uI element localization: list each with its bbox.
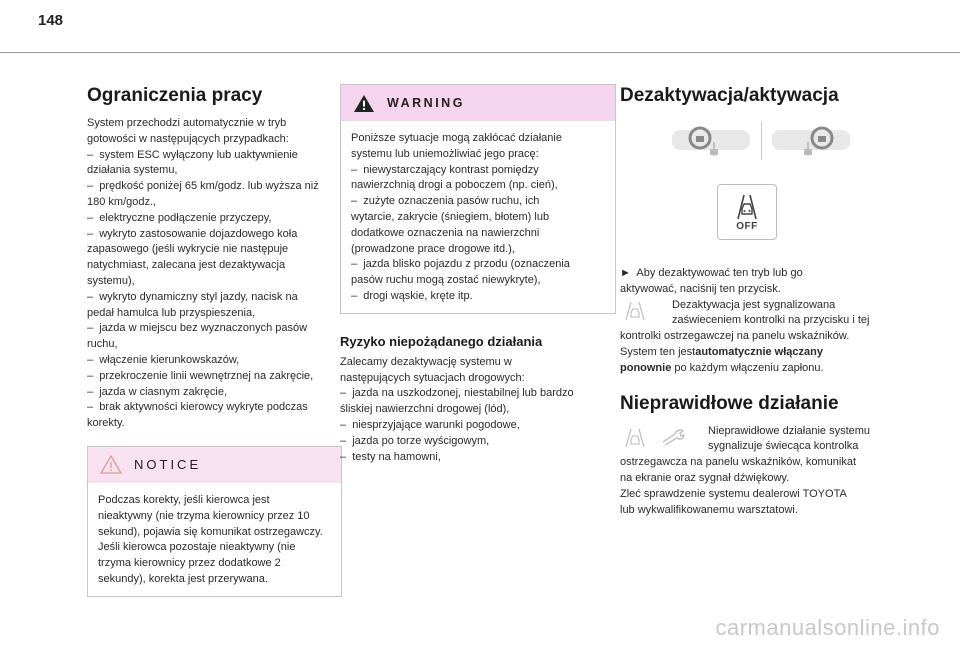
section-title-limitations: Ograniczenia pracy [87,85,263,106]
indicator-line: Dezaktywacja jest sygnalizowana [672,298,836,311]
column-deactivation [620,84,885,518]
column-limitations [87,84,342,597]
text-line: – prędkość poniżej 65 km/godz. lub wyższa niż [87,180,319,193]
instruction-line: ► Aby dezaktywować ten tryb lub go [620,267,803,279]
lane-malfunction-lamp-icon [622,427,648,449]
column-warning [340,84,616,465]
indicator-line: zaświeceniem kontrolki na przycisku i tej [672,314,870,327]
warning-triangle-icon [353,94,375,113]
notice-line: Jeśli kierowca pozostaje nieaktywny (nie [98,541,296,554]
warning-line: – drogi wąskie, kręte itp. [351,289,473,302]
malfunction-line: ostrzegawcza na panelu wskaźników, komunikat [620,456,857,469]
warning-line: pasów ruchu mogą zostać niewykryte), [351,274,541,287]
bold-reenabled: ponownie [620,361,672,374]
notice-box [87,446,342,597]
page-number: 148 [38,12,64,29]
risk-line: śliskiej nawierzchni drogowej (lód), [340,403,510,416]
text-line: – jazda w miejscu bez wyznaczonych pasów [87,322,308,335]
text-line: 180 km/godz., [87,195,157,208]
risk-line: – jazda po torze wyścigowym, [340,434,490,447]
section-title-deactivation: Dezaktywacja/aktywacja [620,85,839,106]
warning-line: wytarcie, zakrycie (śniegiem, błotem) lub [351,210,550,223]
text-line: – włączenie kierunkowskazów, [87,353,240,366]
watermark: carmanualsonline.info [715,615,940,640]
reactivation-tail: po każdym włączeniu zapłonu. [671,361,824,374]
steering-column-left-icon [670,122,752,160]
warning-header [341,85,615,121]
steering-column-right-icon [770,122,852,160]
section-title-malfunction: Nieprawidłowe działanie [620,392,839,414]
warning-line: systemu lub uniemożliwiać jego pracę: [351,147,539,160]
notice-text [88,483,341,596]
text-line: – wykryto dynamiczny styl jazdy, nacisk na [87,290,298,303]
notice-triangle-icon [100,455,122,474]
notice-line: sekundy), korekta jest przerywana. [98,572,268,585]
warning-line: – zużyte oznaczenia pasów ruchu, ich [351,195,540,208]
text-line: – przekroczenie linii wewnętrznej na zakręcie, [87,369,314,382]
wrench-icon [660,428,686,446]
lane-warning-lamp-icon [622,300,648,322]
malfunction-line: Zleć sprawdzenie systemu dealerowi TOYOTA [620,487,847,500]
risk-line: – jazda na uszkodzonej, niestabilnej lub bardzo [340,387,574,400]
bold-auto-enabled: automatycznie włączany [695,345,823,358]
limitations-text [87,116,342,432]
auto-reactivation-line [620,361,885,377]
text-line: – wykryto zastosowanie dojazdowego koła [87,227,298,240]
warning-line: (prowadzone prace drogowe itd.), [351,242,515,255]
warning-line: dodatkowe oznaczenia na nawierzchni [351,226,540,239]
risk-line: Zalecamy dezaktywację systemu w [340,355,512,368]
text-line: System przechodzi automatycznie w tryb [87,117,287,129]
risk-text [340,355,616,466]
text-line: działania systemu, [87,164,178,177]
notice-line: sekund), pojawia się komunikat ostrzegawczy. [98,525,323,538]
risk-line: – niesprzyjające warunki pogodowe, [340,418,520,431]
warning-label: WARNING [387,96,465,110]
warning-text [341,121,615,313]
note-line: System ten jestautomatycznie włączany [620,345,823,358]
warning-line: – niewystarczający kontrast pomiędzy [351,163,539,176]
text-line: korekty. [87,417,125,430]
text-line: zapasowego (jeśli wykrycie nie następuje [87,243,289,256]
notice-header [88,447,341,483]
deactivation-note [620,329,885,361]
text-line: – elektryczne podłączenie przyczepy, [87,211,272,224]
deactivation-instruction [620,266,885,298]
text-line: ruchu, [87,338,118,351]
lane-departure-icon [732,193,762,221]
top-divider [0,52,960,53]
warning-line: – jazda blisko pojazdu z przodu (oznaczenia [351,258,570,271]
risk-line: – testy na hamowni, [340,450,441,463]
malfunction-indicator-line: Nieprawidłowe działanie systemu [708,424,871,437]
text-line: gotowości w następujących przypadkach: [87,132,289,145]
section-title-risk: Ryzyko niepożądanego działania [340,333,543,349]
indicator-row [620,298,885,330]
risk-line: następujących sytuacjach drogowych: [340,371,525,384]
warning-line: Poniższe sytuacje mogą zakłócać działanie [351,132,562,144]
note-line: kontrolki ostrzegawczej na panelu wskaźników. [620,330,850,343]
malfunction-indicator-line: sygnalizuje świecąca kontrolka [708,440,859,453]
malfunction-line: na ekranie oraz sygnał dźwiękowy. [620,471,790,484]
notice-label: NOTICE [134,457,202,473]
text-line: – jazda w ciasnym zakręcie, [87,385,227,398]
notice-line: nieaktywny (nie trzyma kierownicy przez 10 [98,509,310,522]
text-line: systemu), [87,274,135,287]
indicator-description [620,298,885,330]
lane-off-button[interactable] [717,184,777,240]
text-line: pedał hamulca lub przyspieszenia, [87,306,256,319]
image-divider [761,122,762,160]
warning-box [340,84,616,314]
text-line: – brak aktywności kierowcy wykryte podczas [87,401,308,414]
notice-line: trzyma kierownicy przez dodatkowe 2 [98,557,281,570]
steering-images [620,122,885,162]
warning-line: nawierzchnią drogi a poboczem (np. cień), [351,179,558,192]
instruction-line: aktywować, naciśnij ten przycisk. [620,282,781,295]
malfunction-text [620,455,885,518]
text-line: natychmiast, zalecana jest dezaktywacja [87,259,286,272]
text-line: – system ESC wyłączony lub uaktywnienie [87,148,298,161]
off-label: OFF [736,220,758,232]
malfunction-line: lub wykwalifikowanemu warsztatowi. [620,503,798,516]
notice-line: Podczas korekty, jeśli kierowca jest [98,493,270,506]
malfunction-row [620,424,885,456]
